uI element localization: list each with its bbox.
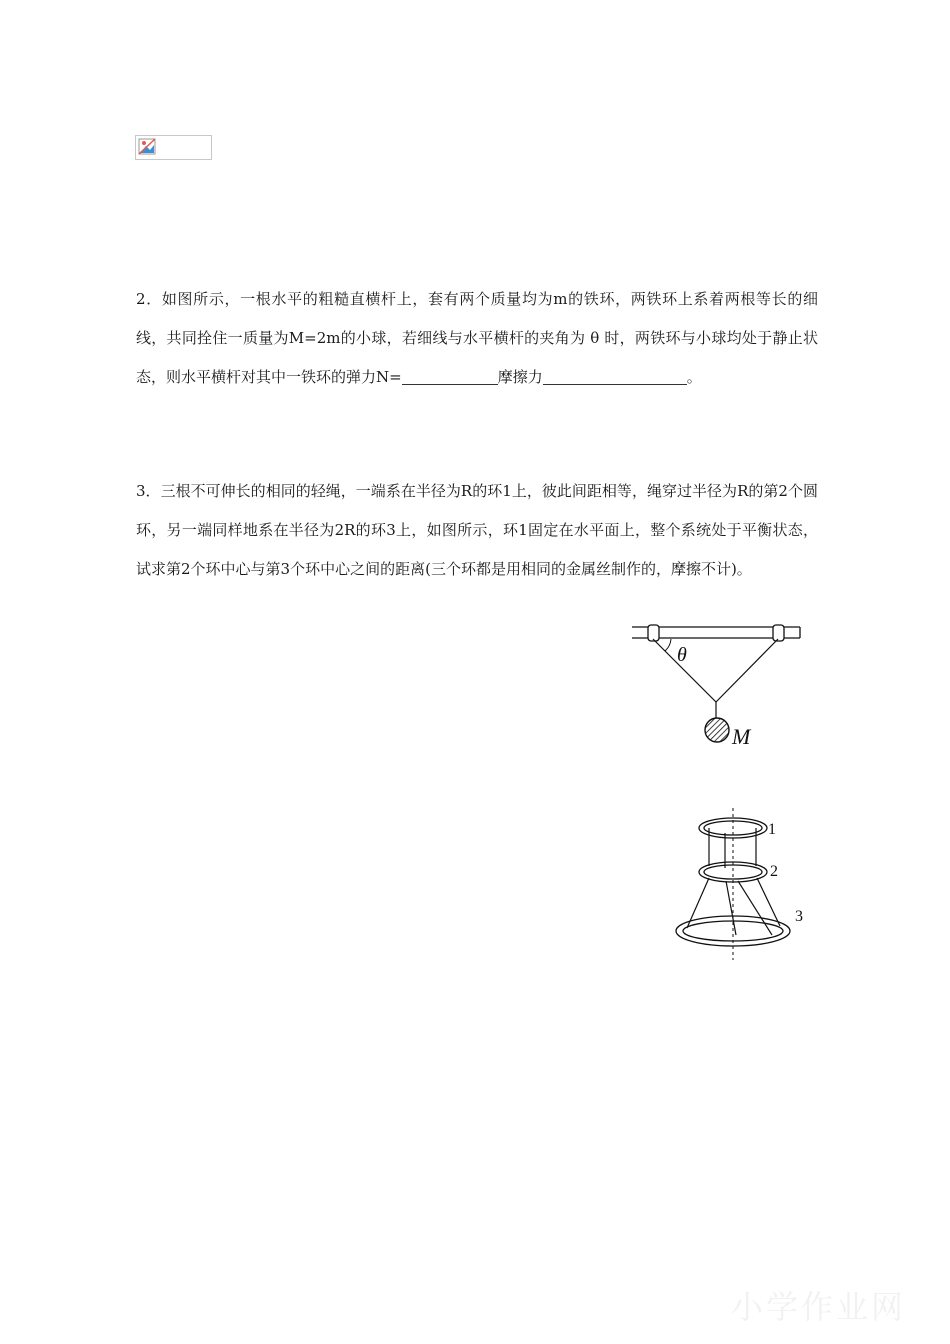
angle-arc	[665, 639, 671, 651]
question-2-number: 2．	[136, 290, 162, 308]
question-2-end: 。	[686, 368, 702, 386]
broken-image-placeholder	[135, 135, 212, 160]
figure-three-rings	[668, 808, 818, 963]
iron-ring-left	[648, 625, 659, 641]
question-3-text: 三根不可伸长的相同的轻绳，一端系在半径为R的环1上，彼此间距相等，绳穿过半径为R的第2个圆环，另一端同样地系在半径为2R的环3上，如图所示，环1固定在水平面上，整个系统处于平衡状态，试求第2个环中心与第3个环中心之间的距离(三个环都是用相同的金属丝制作的，摩擦不计)。	[136, 482, 818, 578]
answer-blank-friction-1[interactable]	[543, 364, 663, 385]
broken-image-icon	[138, 138, 158, 156]
mass-label: M	[732, 724, 751, 749]
angle-theta-label: θ	[677, 644, 687, 666]
iron-ring-right	[773, 625, 784, 641]
question-2-text: 如图所示，一根水平的粗糙直横杆上，套有两个质量均为m的铁环，两铁环上系着两根等长的细线，共同拴住一质量为M=2m的小球，若细线与水平横杆的夹角为 θ 时，两铁环与小球均处于静止状态，则水平横杆对其中一铁环的弹力N=	[136, 290, 818, 386]
ball-m	[705, 718, 729, 742]
ring-2	[699, 862, 767, 882]
answer-blank-normal-force[interactable]	[402, 364, 498, 385]
answer-blank-friction-2[interactable]	[663, 364, 687, 385]
question-2	[136, 280, 818, 397]
ring-2-label: 2	[770, 863, 778, 880]
strings	[653, 639, 778, 718]
question-2-friction-label: 摩擦力	[497, 368, 543, 386]
watermark: 小学作业网	[730, 1288, 906, 1326]
ring-1-label: 1	[768, 821, 776, 838]
question-3-number: 3．	[136, 482, 161, 500]
question-3	[136, 472, 818, 589]
ring-3-label: 3	[795, 908, 803, 925]
figure-rod-rings-ball	[628, 618, 808, 763]
